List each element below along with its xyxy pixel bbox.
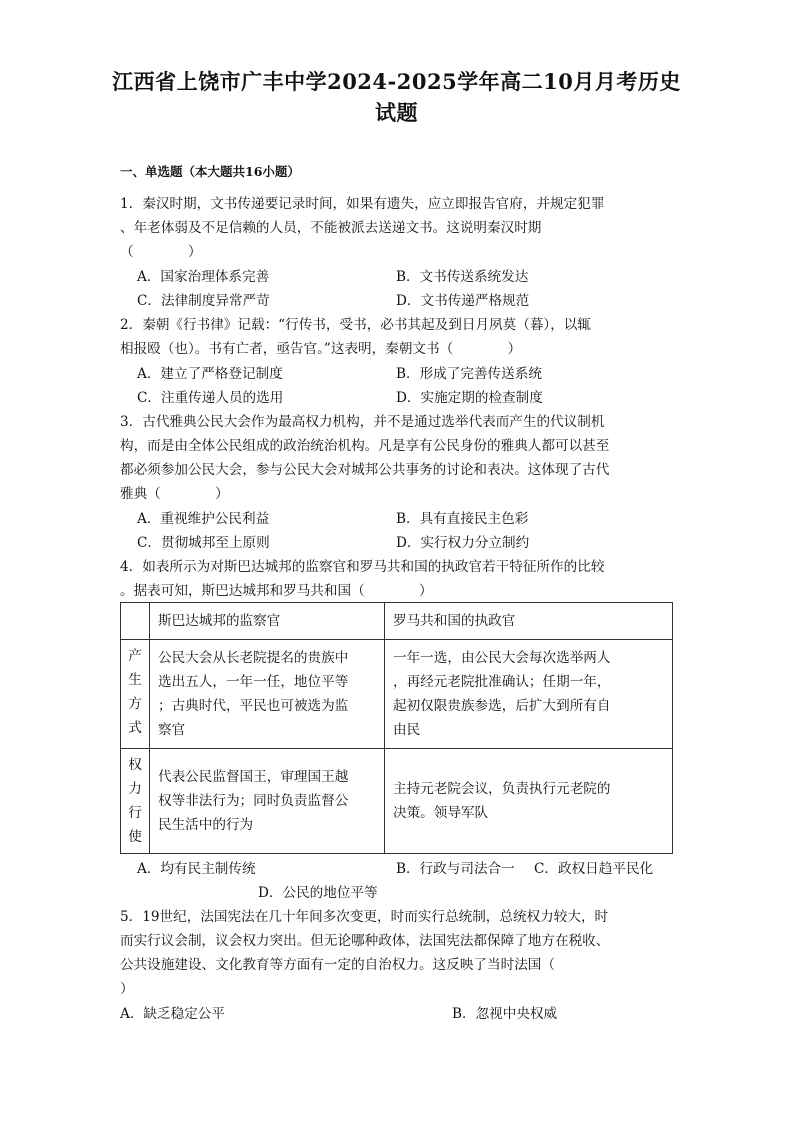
question-3-line1: 3．古代雅典公民大会作为最高权力机构，并不是通过选举代表而产生的代议制机 [120, 414, 605, 430]
question-4-option-d: D．公民的地位平等 [258, 885, 378, 901]
question-2-option-a: A．建立了严格登记制度 [137, 366, 283, 382]
question-4-option-a: A．均有民主制传统 [137, 861, 256, 877]
cell-line: 决策。领导军队 [393, 805, 489, 821]
question-2-line1: 2．秦朝《行书律》记载：“行传书，受书，必书其起及到日月夙莫（暮），以辄 [120, 317, 591, 333]
question-1-line1: 1．秦汉时期，文书传递要记录时间，如果有遗失，应立即报告官府，并规定犯罪 [120, 196, 605, 212]
question-3-option-b: B．具有直接民主色彩 [396, 511, 529, 527]
question-5-option-a: A．缺乏稳定公平 [120, 1006, 225, 1022]
table-header-row [121, 603, 673, 640]
cell-line: ；古典时代，平民也可被选为监 [158, 698, 349, 714]
cell-line: 由民 [393, 722, 421, 738]
question-5-line2: 而实行议会制，议会权力突出。但无论哪种政体，法国宪法都保障了地方在税收、 [120, 933, 610, 949]
table-row-label-power [121, 749, 150, 854]
question-2-option-c: C．注重传递人员的选用 [137, 390, 284, 406]
question-1-option-a: A．国家治理体系完善 [137, 269, 270, 285]
question-5-line1: 5．19世纪，法国宪法在几十年间多次变更，时而实行总统制，总统权力较大，时 [120, 909, 609, 925]
question-5-line3: 公共设施建设、文化教育等方面有一定的自治权力。这反映了当时法国（ [120, 957, 555, 973]
label-char: 权 [128, 757, 142, 773]
table-header-sparta: 斯巴达城邦的监察官 [150, 603, 385, 640]
table-header-rome: 罗马共和国的执政官 [385, 603, 673, 640]
question-3-line3: 都必须参加公民大会，参与公民大会对城邦公共事务的讨论和表决。这体现了古代 [120, 462, 610, 478]
comparison-table [120, 602, 673, 854]
table-row-label-origin [121, 640, 150, 749]
question-3-option-c: C．贯彻城邦至上原则 [137, 535, 270, 551]
question-5-option-b: B．忽视中央权威 [452, 1006, 558, 1022]
table-row [121, 640, 673, 749]
cell-line: 权等非法行为；同时负责监督公 [158, 793, 349, 809]
label-char: 产 [128, 648, 142, 664]
question-3-line2: 构，而是由全体公民组成的政治统治机构。凡是享有公民身份的雅典人都可以甚至 [120, 438, 610, 454]
cell-line: 察官 [158, 722, 186, 738]
question-1-option-b: B．文书传送系统发达 [396, 269, 529, 285]
cell-line: ，再经元老院批准确认；任期一年， [393, 674, 611, 690]
label-char: 式 [128, 720, 142, 736]
cell-line: 民生活中的行为 [158, 817, 254, 833]
question-4-line2: 。据表可知，斯巴达城邦和罗马共和国（ ） [120, 583, 433, 599]
question-3-option-d: D．实行权力分立制约 [396, 535, 530, 551]
question-4-line1: 4．如表所示为对斯巴达城邦的监察官和罗马共和国的执政官若干特征所作的比较 [120, 559, 605, 575]
question-1-option-c: C．法律制度异常严苛 [137, 293, 270, 309]
label-char: 方 [128, 696, 142, 712]
question-3-option-a: A．重视维护公民利益 [137, 511, 270, 527]
exam-title-line2: 试题 [375, 100, 418, 125]
question-1-option-d: D．文书传递严格规范 [396, 293, 530, 309]
cell-line: 选出五人，一年一任，地位平等 [158, 674, 349, 690]
question-2-option-d: D．实施定期的检查制度 [396, 390, 543, 406]
cell-line: 一年一选，由公民大会每次选举两人 [393, 650, 611, 666]
question-5-line4: ） [120, 981, 134, 997]
question-2-option-b: B．形成了完善传送系统 [396, 366, 542, 382]
cell-line: 公民大会从长老院提名的贵族中 [158, 650, 349, 666]
table-corner-cell [121, 603, 150, 640]
exam-title-line1: 江西省上饶市广丰中学2024-2025学年高二10月月考历史 [112, 69, 681, 94]
label-char: 力 [128, 781, 142, 797]
cell-line: 代表公民监督国王，审理国王越 [158, 769, 349, 785]
question-1-line3: （ ） [120, 244, 202, 260]
table-cell-sparta-origin [150, 640, 385, 749]
cell-line: 主持元老院会议，负责执行元老院的 [393, 781, 611, 797]
table-cell-rome-power [385, 749, 673, 854]
question-4-option-b: B．行政与司法合一 [396, 861, 515, 877]
question-2-line2: 相报殴（也）。书有亡者，亟告官。”这表明，秦朝文书（ ） [120, 341, 522, 357]
cell-line: 起初仅限贵族参选，后扩大到所有自 [393, 698, 611, 714]
table-row [121, 749, 673, 854]
question-3-line4: 雅典（ ） [120, 486, 229, 502]
question-1-line2: 、年老体弱及不足信赖的人员，不能被派去送递文书。这说明秦汉时期 [120, 220, 542, 236]
table-cell-rome-origin [385, 640, 673, 749]
table-cell-sparta-power [150, 749, 385, 854]
label-char: 生 [128, 672, 142, 688]
label-char: 行 [128, 805, 142, 821]
section-heading: 一、单选题（本大题共16小题） [120, 164, 300, 179]
label-char: 使 [128, 829, 142, 845]
question-4-option-c: C．政权日趋平民化 [534, 861, 654, 877]
